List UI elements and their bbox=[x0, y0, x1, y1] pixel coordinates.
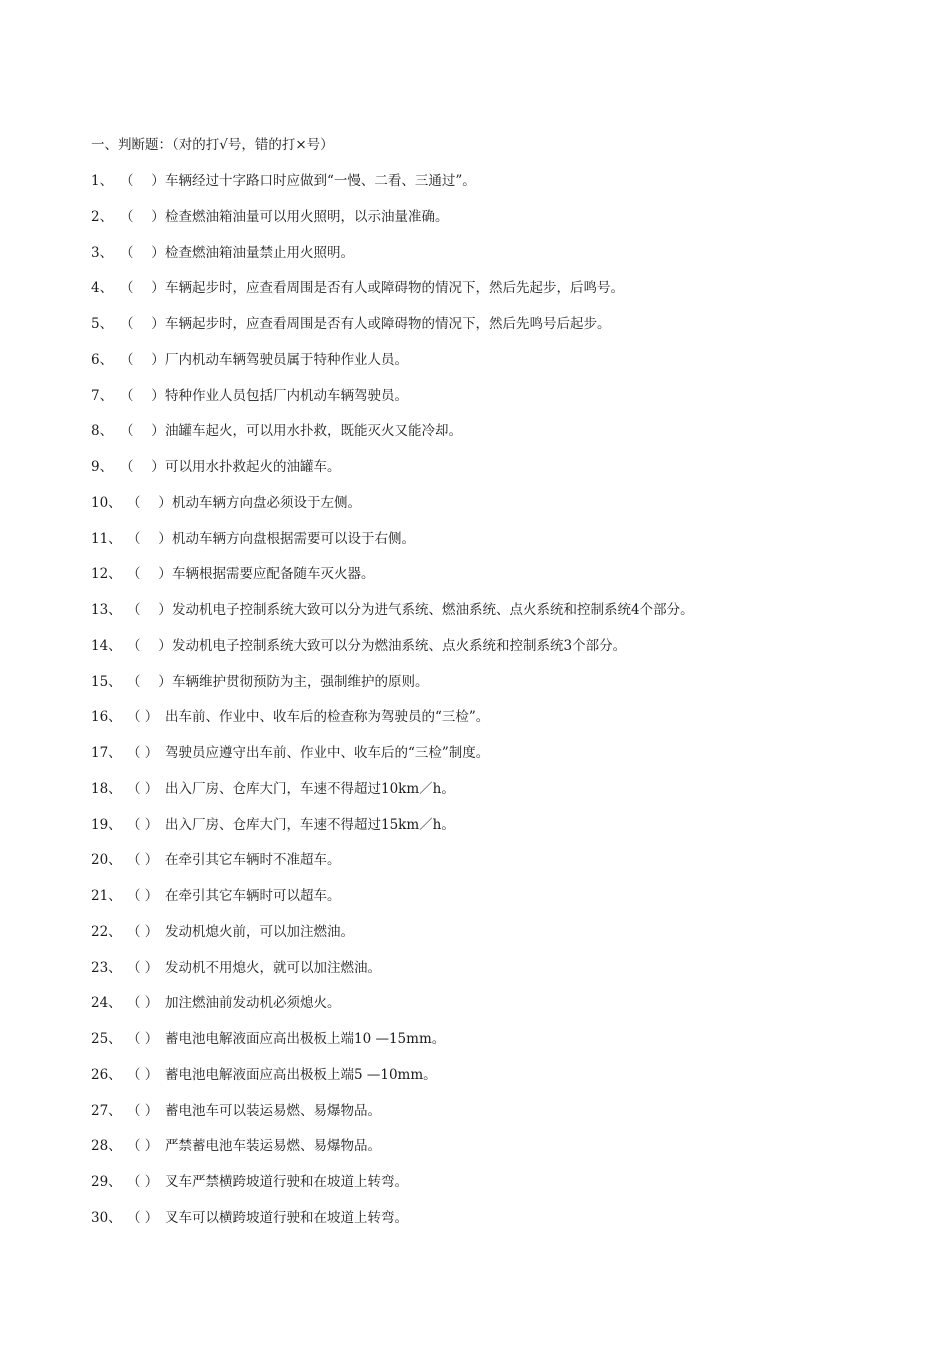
answer-blank: （ ） bbox=[127, 995, 159, 1012]
answer-blank: （ ） bbox=[127, 673, 172, 690]
question-number: 16、 bbox=[91, 709, 122, 726]
question-item bbox=[91, 923, 694, 959]
question-number: 17、 bbox=[91, 745, 122, 761]
question-item bbox=[91, 458, 694, 494]
question-number: 10、 bbox=[91, 494, 122, 511]
question-number: 27、 bbox=[91, 1102, 122, 1119]
question-text: 检查燃油箱油量禁止用火照明。 bbox=[165, 244, 354, 261]
question-item bbox=[91, 708, 694, 744]
question-text: 加注燃油前发动机必须熄火。 bbox=[165, 995, 341, 1012]
question-item bbox=[91, 959, 694, 995]
question-text: 出入厂房、仓库大门，车速不得超过15km／h。 bbox=[165, 816, 455, 833]
answer-blank: （ ） bbox=[127, 1174, 159, 1190]
question-text: 可以用水扑救起火的油罐车。 bbox=[165, 459, 341, 475]
answer-blank: （ ） bbox=[127, 745, 159, 761]
question-text: 机动车辆方向盘必须设于左侧。 bbox=[172, 494, 361, 511]
question-number: 19、 bbox=[91, 816, 122, 833]
question-number: 18、 bbox=[91, 780, 122, 797]
answer-blank: （ ） bbox=[127, 530, 172, 547]
question-number: 6、 bbox=[91, 351, 114, 368]
question-number: 21、 bbox=[91, 888, 122, 904]
question-text: 机动车辆方向盘根据需要可以设于右侧。 bbox=[172, 530, 415, 547]
question-item bbox=[91, 315, 694, 351]
question-number: 12、 bbox=[91, 566, 122, 583]
question-number: 3、 bbox=[91, 244, 114, 261]
question-number: 25、 bbox=[91, 1031, 122, 1047]
question-text: 在牵引其它车辆时可以超车。 bbox=[165, 888, 341, 904]
question-item bbox=[91, 1209, 694, 1245]
question-item bbox=[91, 244, 694, 280]
question-item bbox=[91, 1030, 694, 1066]
question-item bbox=[91, 887, 694, 923]
question-text: 出车前、作业中、收车后的检查称为驾驶员的“三检”。 bbox=[165, 709, 490, 726]
question-number: 14、 bbox=[91, 637, 122, 654]
question-item bbox=[91, 172, 694, 208]
question-number: 15、 bbox=[91, 673, 122, 690]
answer-blank: （ ） bbox=[120, 351, 165, 368]
question-text: 车辆经过十字路口时应做到“一慢、二看、三通过”。 bbox=[165, 173, 476, 189]
question-text: 厂内机动车辆驾驶员属于特种作业人员。 bbox=[165, 351, 408, 368]
question-item bbox=[91, 851, 694, 887]
question-text: 发动机不用熄火，就可以加注燃油。 bbox=[165, 959, 381, 976]
question-text: 蓄电池车可以装运易燃、易爆物品。 bbox=[165, 1102, 381, 1119]
question-text: 发动机熄火前，可以加注燃油。 bbox=[165, 923, 354, 940]
answer-blank: （ ） bbox=[127, 1102, 159, 1119]
question-text: 严禁蓄电池车装运易燃、易爆物品。 bbox=[165, 1138, 381, 1155]
question-text: 在牵引其它车辆时不准超车。 bbox=[165, 852, 341, 869]
question-item bbox=[91, 816, 694, 852]
question-text: 油罐车起火，可以用水扑救，既能灭火又能冷却。 bbox=[165, 423, 462, 440]
question-item bbox=[91, 601, 694, 637]
answer-blank: （ ） bbox=[120, 173, 165, 189]
answer-blank: （ ） bbox=[120, 208, 165, 225]
question-text: 检查燃油箱油量可以用火照明，以示油量准确。 bbox=[165, 208, 449, 225]
question-item bbox=[91, 530, 694, 566]
question-item bbox=[91, 208, 694, 244]
question-item bbox=[91, 1066, 694, 1102]
question-item bbox=[91, 780, 694, 816]
question-text: 蓄电池电解液面应高出极板上端10 —15mm。 bbox=[165, 1031, 446, 1047]
question-number: 29、 bbox=[91, 1174, 122, 1190]
question-item bbox=[91, 994, 694, 1030]
answer-blank: （ ） bbox=[127, 816, 159, 833]
question-text: 发动机电子控制系统大致可以分为燃油系统、点火系统和控制系统3个部分。 bbox=[172, 637, 627, 654]
question-item bbox=[91, 494, 694, 530]
answer-blank: （ ） bbox=[120, 459, 165, 475]
answer-blank: （ ） bbox=[127, 566, 172, 583]
question-number: 30、 bbox=[91, 1209, 122, 1226]
answer-blank: （ ） bbox=[127, 709, 159, 726]
question-number: 11、 bbox=[91, 530, 122, 547]
question-text: 车辆起步时，应查看周围是否有人或障碍物的情况下，然后先起步，后鸣号。 bbox=[165, 280, 624, 297]
answer-blank: （ ） bbox=[127, 959, 159, 976]
answer-blank: （ ） bbox=[127, 1031, 159, 1047]
question-text: 出入厂房、仓库大门，车速不得超过10km／h。 bbox=[165, 780, 455, 797]
question-list bbox=[91, 172, 694, 1245]
question-item bbox=[91, 1173, 694, 1209]
answer-blank: （ ） bbox=[120, 244, 165, 261]
question-item bbox=[91, 1102, 694, 1138]
answer-blank: （ ） bbox=[120, 316, 165, 332]
answer-blank: （ ） bbox=[120, 280, 165, 297]
question-item bbox=[91, 673, 694, 709]
answer-blank: （ ） bbox=[127, 780, 159, 797]
question-text: 车辆根据需要应配备随车灭火器。 bbox=[172, 566, 375, 583]
section-heading: 一、判断题：（对的打√号，错的打×号） bbox=[91, 137, 334, 153]
question-number: 9、 bbox=[91, 459, 114, 475]
question-item bbox=[91, 565, 694, 601]
answer-blank: （ ） bbox=[127, 637, 172, 654]
question-text: 车辆维护贯彻预防为主，强制维护的原则。 bbox=[172, 673, 429, 690]
answer-blank: （ ） bbox=[120, 387, 165, 404]
answer-blank: （ ） bbox=[127, 494, 172, 511]
question-item bbox=[91, 351, 694, 387]
answer-blank: （ ） bbox=[127, 1066, 159, 1083]
question-item bbox=[91, 744, 694, 780]
question-number: 7、 bbox=[91, 387, 114, 404]
question-number: 23、 bbox=[91, 959, 122, 976]
question-number: 26、 bbox=[91, 1066, 122, 1083]
question-number: 20、 bbox=[91, 852, 122, 869]
answer-blank: （ ） bbox=[127, 1209, 159, 1226]
answer-blank: （ ） bbox=[127, 852, 159, 869]
question-text: 发动机电子控制系统大致可以分为进气系统、燃油系统、点火系统和控制系统4个部分。 bbox=[172, 602, 694, 618]
question-number: 8、 bbox=[91, 423, 114, 440]
answer-blank: （ ） bbox=[127, 888, 159, 904]
answer-blank: （ ） bbox=[120, 423, 165, 440]
question-text: 车辆起步时，应查看周围是否有人或障碍物的情况下，然后先鸣号后起步。 bbox=[165, 316, 611, 332]
question-number: 4、 bbox=[91, 280, 114, 297]
question-number: 22、 bbox=[91, 923, 122, 940]
answer-blank: （ ） bbox=[127, 602, 172, 618]
question-number: 1、 bbox=[91, 173, 114, 189]
question-item bbox=[91, 387, 694, 423]
question-number: 2、 bbox=[91, 208, 114, 225]
question-number: 24、 bbox=[91, 995, 122, 1012]
question-text: 叉车可以横跨坡道行驶和在坡道上转弯。 bbox=[165, 1209, 408, 1226]
question-text: 驾驶员应遵守出车前、作业中、收车后的“三检”制度。 bbox=[165, 745, 490, 761]
question-item bbox=[91, 637, 694, 673]
question-item bbox=[91, 422, 694, 458]
question-item bbox=[91, 279, 694, 315]
question-number: 13、 bbox=[91, 602, 122, 618]
answer-blank: （ ） bbox=[127, 1138, 159, 1155]
question-number: 28、 bbox=[91, 1138, 122, 1155]
question-text: 叉车严禁横跨坡道行驶和在坡道上转弯。 bbox=[165, 1174, 408, 1190]
question-text: 蓄电池电解液面应高出极板上端5 —10mm。 bbox=[165, 1066, 437, 1083]
question-text: 特种作业人员包括厂内机动车辆驾驶员。 bbox=[165, 387, 408, 404]
question-item bbox=[91, 1137, 694, 1173]
answer-blank: （ ） bbox=[127, 923, 159, 940]
question-number: 5、 bbox=[91, 316, 114, 332]
